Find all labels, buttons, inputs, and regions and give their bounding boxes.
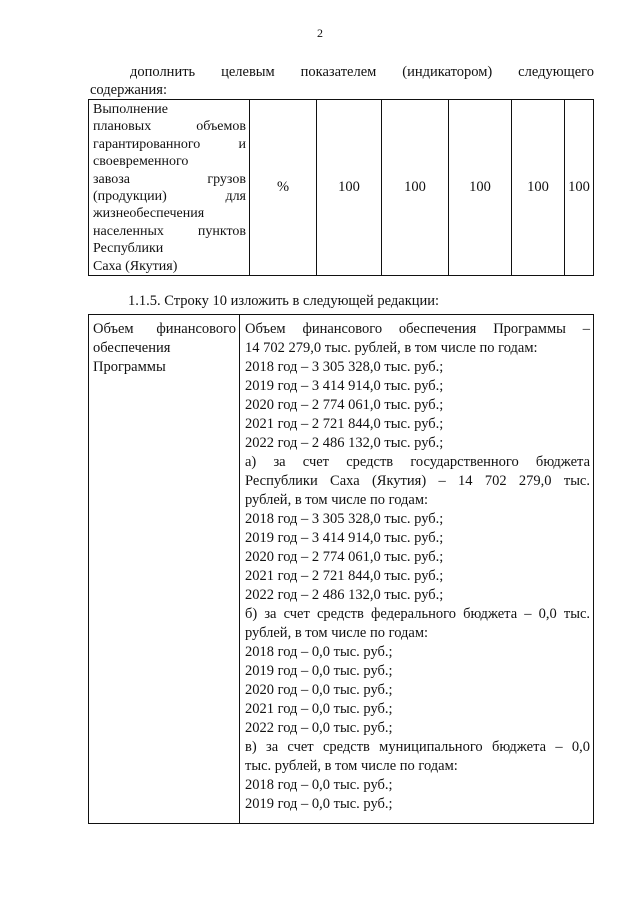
indicator-value-cell: 100: [512, 100, 565, 276]
indicator-table: [88, 99, 594, 276]
indicator-name-line: плановых объемов: [93, 119, 246, 135]
finance-content-line: рублей, в том числе по годам:: [245, 492, 429, 508]
finance-content-line: Республики Саха (Якутия) – 14 702 279,0 тыс.: [245, 473, 590, 489]
indicator-name-line: завоза грузов: [93, 171, 246, 187]
finance-label-line: Программы: [93, 359, 166, 375]
indicator-name-line: жизнеобеспечения: [93, 206, 205, 222]
finance-content-line: 2020 год – 0,0 тыс. руб.;: [245, 682, 393, 698]
indicator-name-line: (продукции) для: [93, 189, 246, 205]
indicator-name-line: гарантированного и: [93, 136, 246, 152]
finance-content-line: 2022 год – 0,0 тыс. руб.;: [245, 720, 393, 736]
finance-content-line: 2021 год – 0,0 тыс. руб.;: [245, 701, 393, 717]
finance-content-line: 2018 год – 0,0 тыс. руб.;: [245, 644, 393, 660]
section-heading: 1.1.5. Строку 10 изложить в следующей редакции:: [128, 293, 440, 309]
finance-content-line: тыс. рублей, в том числе по годам:: [245, 758, 458, 774]
finance-content-line: 2022 год – 2 486 132,0 тыс. руб.;: [245, 587, 444, 603]
finance-content-line: 2019 год – 3 414 914,0 тыс. руб.;: [245, 378, 444, 394]
indicator-row: [89, 100, 594, 276]
finance-content-line: а) за счет средств государственного бюджета: [245, 454, 590, 470]
finance-row: [89, 315, 594, 824]
finance-content-line: 2019 год – 0,0 тыс. руб.;: [245, 663, 393, 679]
indicator-unit-cell: %: [250, 100, 317, 276]
finance-label-line: Объем финансового: [93, 321, 236, 337]
finance-label-cell: [89, 315, 240, 824]
finance-content-line: 14 702 279,0 тыс. рублей, в том числе по годам:: [245, 340, 538, 356]
finance-content-line: в) за счет средств муниципального бюджета – 0,0: [245, 739, 590, 755]
finance-content-line: 2019 год – 3 414 914,0 тыс. руб.;: [245, 530, 444, 546]
finance-content-line: 2019 год – 0,0 тыс. руб.;: [245, 796, 393, 812]
finance-content-line: 2018 год – 0,0 тыс. руб.;: [245, 777, 393, 793]
indicator-name-line: Выполнение: [93, 102, 168, 117]
indicator-value-cell: 100: [317, 100, 382, 276]
indicator-name-line: Республики: [93, 241, 164, 257]
indicator-name-line: населенных пунктов: [93, 223, 246, 239]
indicator-value-cell: 100: [449, 100, 512, 276]
intro-text-line-1: дополнить целевым показателем (индикатором) следующего: [130, 64, 594, 80]
intro-text-line-2: содержания:: [90, 82, 168, 98]
finance-content-cell: [240, 315, 594, 824]
finance-content-line: 2022 год – 2 486 132,0 тыс. руб.;: [245, 435, 444, 451]
indicator-name-line: своевременного: [93, 154, 189, 170]
finance-label-line: обеспечения: [93, 340, 171, 356]
finance-content-line: Объем финансового обеспечения Программы –: [245, 321, 590, 337]
finance-table: [88, 314, 594, 824]
indicator-value-cell: 100: [565, 100, 594, 276]
finance-content-line: 2020 год – 2 774 061,0 тыс. руб.;: [245, 397, 444, 413]
finance-content-line: б) за счет средств федерального бюджета – 0,0 тыс.: [245, 606, 590, 622]
finance-content-line: 2021 год – 2 721 844,0 тыс. руб.;: [245, 568, 444, 584]
indicator-name-line: Саха (Якутия): [93, 258, 178, 274]
finance-content-line: 2018 год – 3 305 328,0 тыс. руб.;: [245, 511, 444, 527]
finance-content-line: 2020 год – 2 774 061,0 тыс. руб.;: [245, 549, 444, 565]
page-number: 2: [317, 26, 323, 40]
finance-content-line: 2018 год – 3 305 328,0 тыс. руб.;: [245, 359, 444, 375]
finance-content-line: рублей, в том числе по годам:: [245, 625, 429, 641]
indicator-value-cell: 100: [382, 100, 449, 276]
finance-content-line: 2021 год – 2 721 844,0 тыс. руб.;: [245, 416, 444, 432]
indicator-name-cell: [89, 100, 250, 276]
